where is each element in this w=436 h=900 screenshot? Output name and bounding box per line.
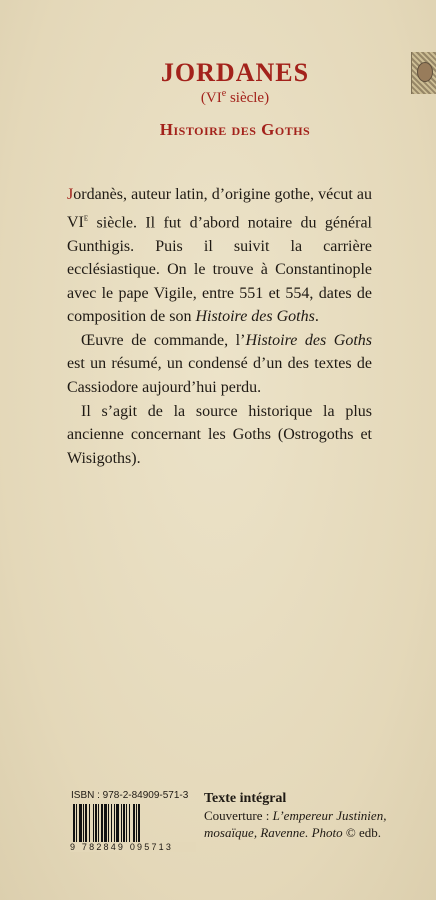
barcode-bar (140, 804, 142, 844)
blurb-paragraph-1: Jordanès, auteur latin, d’origine gothe, vécut au VIe siècle. Il fut d’abord notaire du général Gunthigis. Puis il suivit la carrière ecclésiastique. On le trouve à Constantinople avec le pape Vigile, entre 551 et 554, dates de composition de son Histoire des Goths. (67, 186, 372, 326)
cover-credit: Couverture : L’empereur Justinien, mosaïque, Ravenne. Photo © edb. (204, 808, 387, 840)
blurb-paragraph-2: Œuvre de commande, l’Histoire des Goths est un résumé, un condensé d’un des textes de Cassiodore aujourd’hui perdu. (67, 331, 373, 397)
drop-cap: J (67, 186, 74, 203)
book-blurb (67, 183, 372, 470)
author-name: JORDANES (160, 58, 310, 87)
author-period: (VIe siècle) (200, 88, 270, 106)
edition-credits (204, 790, 419, 841)
barcode-digits: 9 782849 095713 (70, 842, 196, 852)
book-title: Histoire des Goths (159, 120, 311, 139)
blurb-paragraph-3: Il s’agit de la source historique la plus ancienne concernant les Goths (Ostrogoths et Wisigoths). (67, 402, 372, 467)
isbn-number: ISBN : 978-2-84909-571-3 (71, 790, 189, 801)
edition-label: Texte intégral (204, 791, 287, 806)
